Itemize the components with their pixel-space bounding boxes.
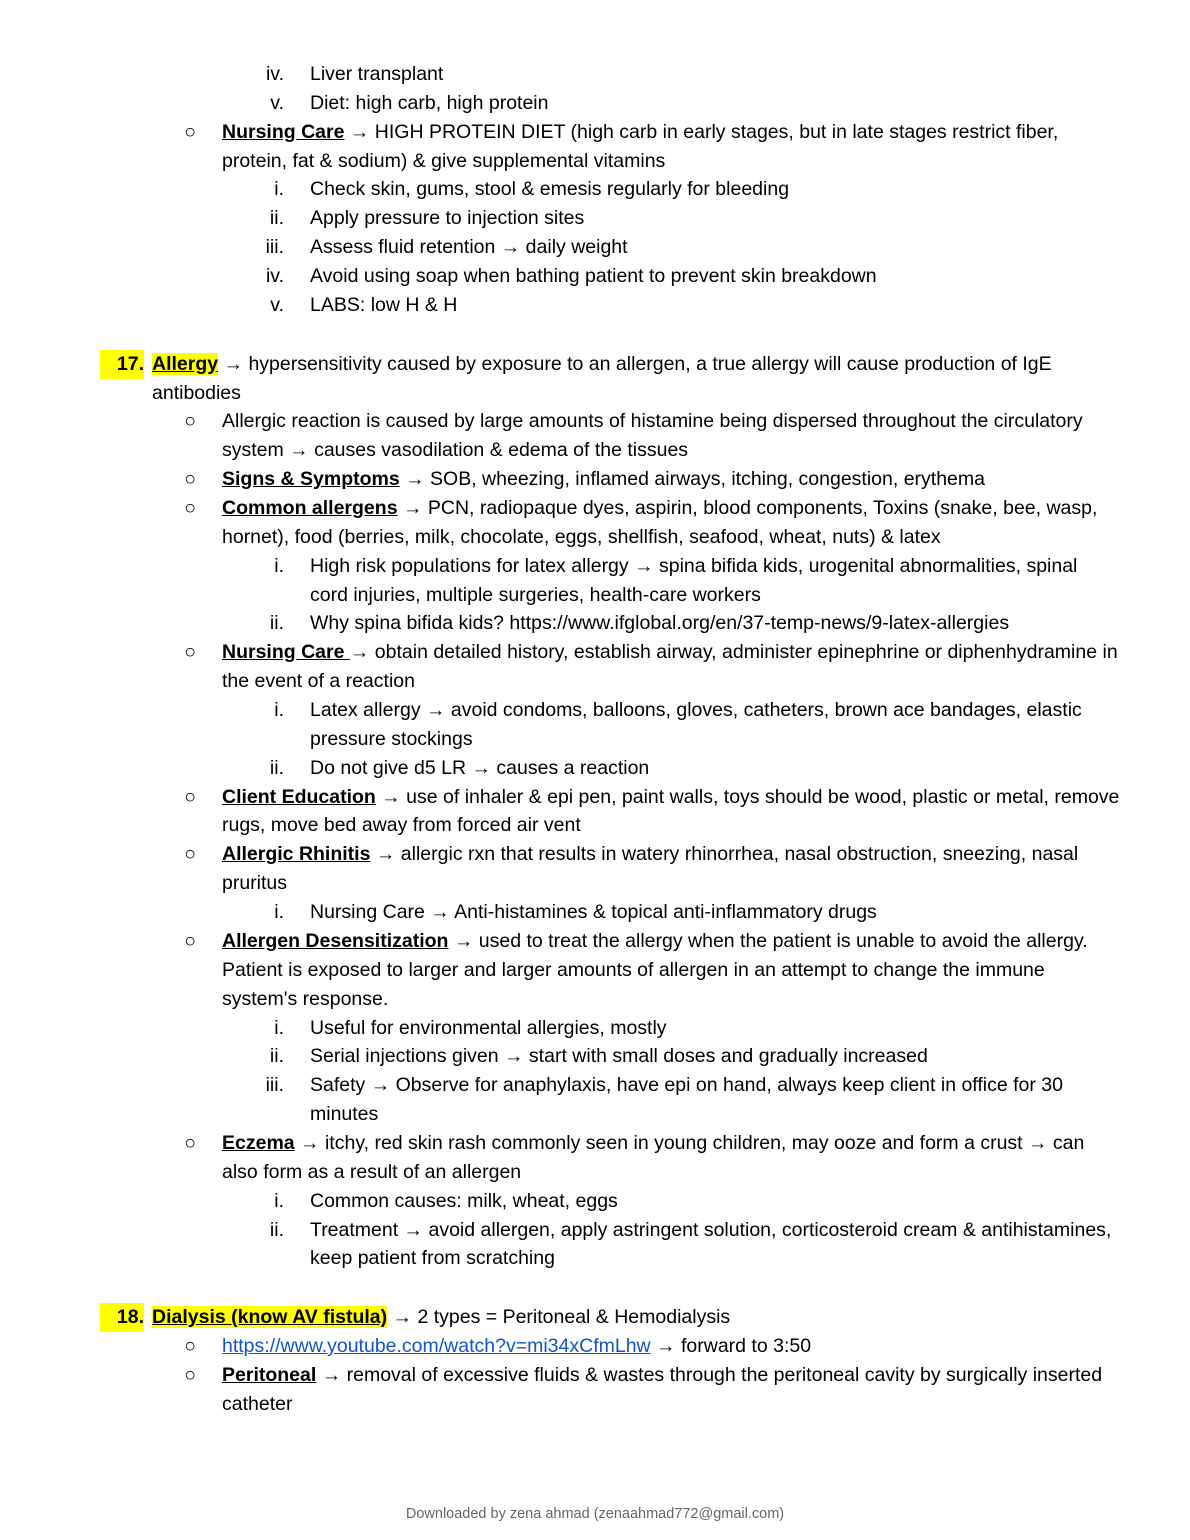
term-text: → removal of excessive fluids & wastes through the peritoneal cavity by surgically inserted catheter bbox=[222, 1363, 1103, 1415]
term-text: → obtain detailed history, establish airway, administer epinephrine or diphenhydramine in the event of a reaction bbox=[222, 641, 1118, 693]
list-text bbox=[222, 1129, 1120, 1187]
list-item bbox=[228, 754, 1120, 783]
term-label: Client Education bbox=[222, 785, 376, 808]
section-heading-17 bbox=[100, 350, 1120, 408]
term-text: Allergic reaction is caused by large amounts of histamine being dispersed throughout the circulatory system → causes vasodilation & edema of the tissues bbox=[222, 410, 1083, 462]
section-number: 18. bbox=[100, 1303, 144, 1332]
section-number: 17. bbox=[100, 350, 144, 379]
section-spacer bbox=[70, 320, 1120, 350]
list-marker: ○ bbox=[184, 1363, 196, 1386]
term-label: Allergic Rhinitis bbox=[222, 843, 371, 866]
list-item bbox=[228, 233, 1120, 262]
list-item bbox=[174, 407, 1120, 465]
list-text: Common causes: milk, wheat, eggs bbox=[310, 1189, 618, 1212]
section-heading-18 bbox=[100, 1303, 1120, 1332]
list-text bbox=[222, 1361, 1120, 1419]
list-text: LABS: low H & H bbox=[310, 293, 458, 316]
term-text: → allergic rxn that results in watery rhinorrhea, nasal obstruction, sneezing, nasal pruritus bbox=[222, 843, 1079, 895]
list-text bbox=[222, 783, 1120, 841]
list-text bbox=[222, 1332, 1120, 1361]
list-marker: ○ bbox=[184, 929, 196, 952]
list-text: High risk populations for latex allergy → spina bifida kids, urogenital abnormalities, spinal cord injuries, multiple surgeries, health-care workers bbox=[310, 554, 1078, 606]
list-marker: ○ bbox=[184, 1131, 196, 1154]
list-item bbox=[228, 1071, 1120, 1129]
list-item bbox=[174, 118, 1120, 176]
term-text: → HIGH PROTEIN DIET (high carb in early stages, but in late stages restrict fiber, protein, fat & sodium) & give supplemental vitamins bbox=[222, 120, 1059, 172]
list-item bbox=[228, 291, 1120, 320]
document-body bbox=[70, 60, 1120, 1419]
list-text: Useful for environmental allergies, mostly bbox=[310, 1016, 667, 1039]
term-text: → SOB, wheezing, inflamed airways, itching, congestion, erythema bbox=[399, 468, 985, 491]
list-marker: i. bbox=[274, 901, 284, 924]
list-marker: iii. bbox=[265, 1074, 284, 1097]
list-marker: i. bbox=[274, 554, 284, 577]
list-marker: iii. bbox=[265, 236, 284, 259]
list-item bbox=[228, 262, 1120, 291]
list-marker: ○ bbox=[184, 785, 196, 808]
list-text bbox=[222, 927, 1120, 1014]
list-marker: ○ bbox=[184, 843, 196, 866]
list-marker: i. bbox=[274, 178, 284, 201]
term-text: → use of inhaler & epi pen, paint walls, toys should be wood, plastic or metal, remove rugs, move bed away from forced air vent bbox=[222, 785, 1120, 837]
list-item bbox=[174, 465, 1120, 494]
list-item bbox=[174, 494, 1120, 552]
list-item bbox=[228, 1014, 1120, 1043]
list-item bbox=[228, 696, 1120, 754]
list-item bbox=[228, 204, 1120, 233]
section-spacer bbox=[70, 1273, 1120, 1303]
list-text: Do not give d5 LR → causes a reaction bbox=[310, 756, 650, 779]
list-text: Liver transplant bbox=[310, 63, 444, 85]
section-title: Dialysis (know AV fistula) bbox=[152, 1306, 388, 1329]
term-label: Peritoneal bbox=[222, 1363, 317, 1386]
term-text: → used to treat the allergy when the patient is unable to avoid the allergy. Patient is exposed to larger and larger amounts of allergen in an attempt to change the immune system's response. bbox=[222, 929, 1088, 1010]
term-text: → forward to 3:50 bbox=[650, 1335, 812, 1358]
list-text: Treatment → avoid allergen, apply astringent solution, corticosteroid cream & antihistamines, keep patient from scratching bbox=[310, 1218, 1112, 1270]
list-item bbox=[228, 609, 1120, 638]
list-marker: iv. bbox=[265, 265, 284, 288]
list-marker: ○ bbox=[184, 497, 196, 520]
list-item bbox=[228, 175, 1120, 204]
list-text: Serial injections given → start with small doses and gradually increased bbox=[310, 1045, 928, 1068]
term-label: Allergen Desensitization bbox=[222, 929, 449, 952]
section-title-rest: → 2 types = Peritoneal & Hemodialysis bbox=[387, 1306, 731, 1329]
term-label: Nursing Care bbox=[222, 641, 350, 664]
term-label: Common allergens bbox=[222, 497, 398, 520]
list-text bbox=[222, 407, 1120, 465]
section-title: Allergy bbox=[152, 352, 219, 375]
list-item bbox=[228, 898, 1120, 927]
section-title-row bbox=[152, 1303, 1120, 1332]
list-text: Safety → Observe for anaphylaxis, have epi on hand, always keep client in office for 30 minutes bbox=[310, 1074, 1063, 1126]
list-text: Avoid using soap when bathing patient to prevent skin breakdown bbox=[310, 265, 877, 288]
list-marker: ii. bbox=[269, 1218, 284, 1241]
list-item bbox=[228, 1042, 1120, 1071]
list-marker: ii. bbox=[269, 756, 284, 779]
list-text: Apply pressure to injection sites bbox=[310, 207, 585, 230]
list-text: Nursing Care → Anti-histamines & topical anti-inflammatory drugs bbox=[310, 901, 877, 924]
term-label: Nursing Care bbox=[222, 120, 345, 143]
list-item bbox=[174, 1361, 1120, 1419]
list-marker: ○ bbox=[184, 641, 196, 664]
list-marker: ii. bbox=[269, 1045, 284, 1068]
footer-attribution: Downloaded by zena ahmad (zenaahmad772@gmail.com) bbox=[405, 1506, 785, 1522]
list-item bbox=[174, 638, 1120, 696]
list-marker: ○ bbox=[184, 1335, 196, 1358]
list-marker: v. bbox=[270, 293, 284, 316]
list-text: Latex allergy → avoid condoms, balloons, gloves, catheters, brown ace bandages, elastic pressure stockings bbox=[310, 699, 1082, 750]
list-item bbox=[228, 552, 1120, 610]
list-text: Why spina bifida kids? https://www.ifglobal.org/en/37-temp-news/9-latex-allergies bbox=[310, 612, 1010, 635]
term-label: Eczema bbox=[222, 1131, 295, 1154]
list-text bbox=[222, 638, 1120, 696]
term-label: Signs & Symptoms bbox=[222, 468, 400, 491]
term-text: → PCN, radiopaque dyes, aspirin, blood components, Toxins (snake, bee, wasp, hornet), food (berries, milk, chocolate, eggs, shellfish, seafood, wheat, nuts) & latex bbox=[222, 497, 1098, 548]
term-text: → itchy, red skin rash commonly seen in young children, may ooze and form a crust → can also form as a result of an allergen bbox=[222, 1131, 1085, 1183]
list-marker: ii. bbox=[269, 612, 284, 635]
list-item bbox=[228, 89, 1120, 118]
list-item bbox=[174, 783, 1120, 841]
list-marker: ○ bbox=[184, 120, 196, 143]
list-item bbox=[228, 60, 1120, 89]
section-title-row bbox=[152, 350, 1120, 408]
youtube-link[interactable]: https://www.youtube.com/watch?v=mi34xCfmLhw bbox=[222, 1335, 651, 1358]
list-item bbox=[174, 927, 1120, 1014]
list-text bbox=[222, 494, 1120, 552]
list-marker: iv. bbox=[265, 63, 284, 85]
list-marker: ○ bbox=[184, 410, 196, 433]
list-marker: i. bbox=[274, 1016, 284, 1039]
list-marker: v. bbox=[270, 91, 284, 114]
list-text: Assess fluid retention → daily weight bbox=[310, 236, 628, 259]
list-item bbox=[174, 840, 1120, 898]
section-title-rest: → hypersensitivity caused by exposure to an allergen, a true allergy will cause production of IgE antibodies bbox=[152, 352, 1052, 404]
list-text bbox=[222, 840, 1120, 898]
list-text bbox=[222, 118, 1120, 176]
list-text: Check skin, gums, stool & emesis regularly for bleeding bbox=[310, 178, 790, 201]
list-item bbox=[174, 1129, 1120, 1187]
list-item bbox=[228, 1187, 1120, 1216]
list-text: Diet: high carb, high protein bbox=[310, 91, 549, 114]
list-marker: i. bbox=[274, 1189, 284, 1212]
list-item bbox=[228, 1216, 1120, 1274]
list-marker: ii. bbox=[269, 207, 284, 230]
list-marker: i. bbox=[274, 699, 284, 722]
list-text bbox=[222, 465, 1120, 494]
list-item bbox=[174, 1332, 1120, 1361]
list-marker: ○ bbox=[184, 468, 196, 491]
